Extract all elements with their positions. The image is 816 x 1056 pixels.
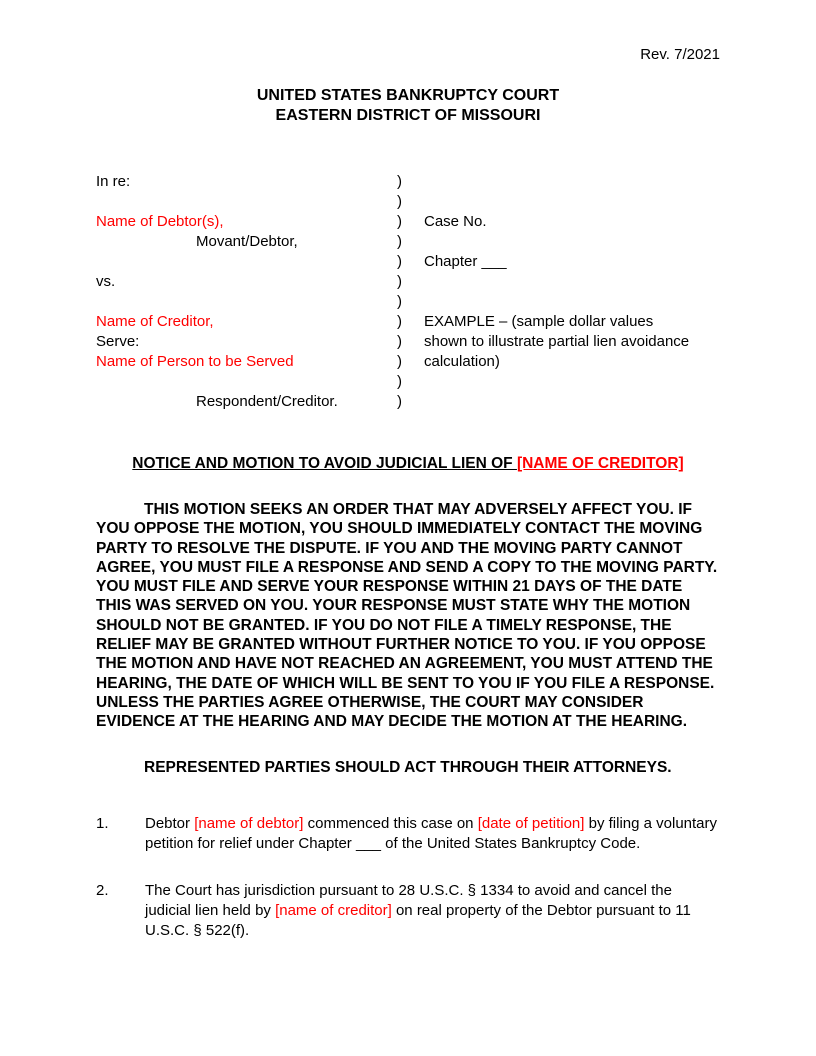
example-note-line2: shown to illustrate partial lien avoidance (424, 333, 690, 350)
caption-row (96, 392, 720, 412)
caption-right (424, 292, 720, 312)
person-served-placeholder: Name of Person to be Served (96, 353, 294, 370)
respondent-creditor-label: Respondent/Creditor. (196, 393, 338, 410)
caption-paren: ) (397, 253, 402, 270)
list-item-1 (96, 814, 720, 854)
case-caption (96, 172, 720, 412)
item-2-segment: on real property of the Debtor pursuant to 11 U.S.C. § 522(f). (145, 901, 691, 939)
item-text (145, 814, 720, 854)
motion-title (96, 454, 720, 474)
caption-paren: ) (397, 293, 402, 310)
motion-title-text: NOTICE AND MOTION TO AVOID JUDICIAL LIEN OF (132, 455, 517, 472)
item-number: 2. (96, 881, 109, 899)
court-header (96, 86, 720, 126)
chapter-label: Chapter ___ (424, 253, 507, 270)
debtor-name-placeholder: Name of Debtor(s), (96, 213, 224, 230)
case-number-label: Case No. (424, 213, 487, 230)
movant-debtor-label: Movant/Debtor, (196, 233, 298, 250)
caption-row (96, 292, 720, 312)
item-1-segment: by filing a voluntary petition for relief under Chapter ___ of the United States Bankruptcy Code. (145, 814, 718, 852)
creditor-name-title-placeholder: [NAME OF CREDITOR] (516, 455, 684, 472)
caption-left: In re: (96, 173, 131, 190)
caption-paren: ) (397, 393, 402, 410)
item-number: 1. (96, 814, 109, 832)
caption-paren: ) (397, 333, 402, 350)
caption-paren: ) (397, 193, 402, 210)
caption-right (424, 372, 720, 392)
caption-row (96, 192, 720, 212)
court-name: UNITED STATES BANKRUPTCY COURT (256, 87, 560, 104)
caption-row (96, 372, 720, 392)
caption-right (424, 392, 720, 412)
petition-date-inline-placeholder: [date of petition] (477, 814, 585, 832)
caption-row (96, 172, 720, 192)
caption-paren: ) (397, 213, 402, 230)
caption-right (424, 232, 720, 252)
caption-paren: ) (397, 313, 402, 330)
debtor-name-inline-placeholder: [name of debtor] (194, 814, 304, 832)
caption-left (96, 192, 397, 212)
caption-right (424, 172, 720, 192)
adverse-effect-notice-paragraph: THIS MOTION SEEKS AN ORDER THAT MAY ADVERSELY AFFECT YOU. IF YOU OPPOSE THE MOTION, YOU SHOULD IMMEDIATELY CONTACT THE MOVING PARTY TO RESOLVE THE DISPUTE. IF YOU AND THE MOVING PARTY CANNOT AGREE, YOU MUST FILE A RESPONSE AND SEND A COPY TO THE MOVING PARTY. YOU MUST FILE AND SERVE YOUR RESPONSE WITHIN 21 DAYS OF THE DATE THIS WAS SERVED ON YOU. YOUR RESPONSE MUST STATE WHY THE MOTION SHOULD NOT BE GRANTED. IF YOU DO NOT FILE A TIMELY RESPONSE, THE RELIEF MAY BE GRANTED WITHOUT FURTHER NOTICE TO YOU. IF YOU OPPOSE THE MOTION AND HAVE NOT REACHED AN AGREEMENT, YOU MUST ATTEND THE HEARING, THE DATE OF WHICH WILL BE SENT TO YOU IF YOU FILE A RESPONSE. UNLESS THE PARTIES AGREE OTHERWISE, THE COURT MAY CONSIDER EVIDENCE AT THE HEARING AND MAY DECIDE THE MOTION AT THE HEARING. (96, 501, 718, 731)
revision-date: Rev. 7/2021 (640, 46, 720, 63)
caption-paren: ) (397, 273, 402, 290)
item-text (145, 881, 720, 941)
example-note-line3: calculation) (424, 353, 500, 370)
example-note-line1: EXAMPLE – (sample dollar values (424, 313, 654, 330)
caption-left (96, 252, 397, 272)
caption-row (96, 212, 720, 232)
caption-paren: ) (397, 233, 402, 250)
attorneys-notice: REPRESENTED PARTIES SHOULD ACT THROUGH THEIR ATTORNEYS. (144, 758, 672, 776)
list-item-2 (96, 881, 720, 941)
court-district: EASTERN DISTRICT OF MISSOURI (275, 107, 541, 124)
caption-left (96, 372, 397, 392)
caption-right (424, 192, 720, 212)
creditor-name-caption-placeholder: Name of Creditor, (96, 313, 214, 330)
motion-numbered-paragraphs (96, 814, 720, 941)
caption-row (96, 252, 720, 272)
serve-label: Serve: (96, 333, 140, 350)
caption-paren: ) (397, 373, 402, 390)
caption-row (96, 232, 720, 252)
caption-left (96, 292, 397, 312)
caption-right (424, 272, 720, 292)
versus-label: vs. (96, 273, 116, 290)
item-2-segment: The Court has jurisdiction pursuant to 28 U.S.C. § 1334 to avoid and cancel the judicial lien held by (145, 881, 672, 919)
caption-row (96, 272, 720, 292)
caption-row (96, 332, 720, 352)
caption-row (96, 312, 720, 332)
caption-row (96, 352, 720, 372)
creditor-name-inline-placeholder: [name of creditor] (275, 901, 392, 919)
item-1-segment: commenced this case on (303, 814, 478, 832)
caption-paren: ) (397, 353, 402, 370)
item-1-segment: Debtor (145, 814, 195, 832)
caption-paren: ) (397, 173, 402, 190)
